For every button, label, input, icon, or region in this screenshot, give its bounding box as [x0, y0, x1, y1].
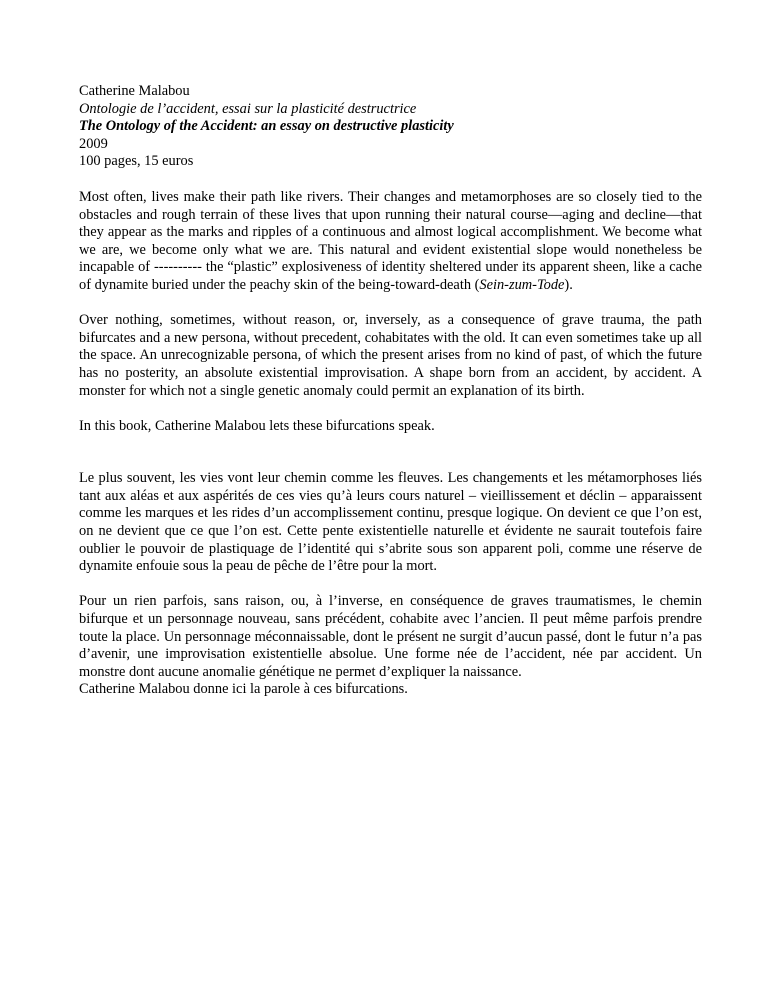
english-paragraph-1-text: Most often, lives make their path like rivers. Their changes and metamorphoses are so closely tied to the obstacles and rough terrain of these lives that upon running their natural course—aging and decline—that they appear as the marks and ripples of a continuous and almost logical accomplishment. We become what we are, we become only what we are. This natural and evident existential slope would nonetheless be incapable of ---------- the “plastic” explosiveness of identity sheltered under its apparent sheen, like a cache of dynamite buried under the peachy skin of the being-toward-death (: [79, 188, 702, 293]
english-paragraph-1: [79, 189, 702, 295]
english-paragraph-2: Over nothing, sometimes, without reason, or, inversely, as a consequence of grave trauma, the path bifurcates and a new persona, without precedent, cohabitates with the old. It can even sometimes take up all the space. An unrecognizable persona, of which the present arises from no kind of past, of which the future has no posterity, an absolute existential improvisation. A shape born from an accident, by accident. A monster for which not a single genetic anomaly could permit an explanation of its birth.: [79, 312, 702, 399]
english-paragraph-3: In this book, Catherine Malabou lets these bifurcations speak.: [79, 417, 435, 434]
french-paragraph-1: Le plus souvent, les vies vont leur chemin comme les fleuves. Les changements et les métamorphoses liés tant aux aléas et aux aspérités de ces vies qu’à leurs cours naturel – vieillissement et déclin – apparaissent comme les marques et les rides d’un accomplissement continu, presque logique. On devient ce que l’on est, on ne devient que ce que l’on est. Cette pente existentielle naturelle et évidente ne saurait toutefois faire oublier le pouvoir de plastiquage de l’identité qui s’abrite sous son apparent poli, comme une réserve de dynamite enfouie sous la peau de pêche de l’être pour la mort.: [79, 470, 702, 575]
french-title: Ontologie de l’accident, essai sur la plasticité destructrice: [79, 100, 417, 117]
book-details: 100 pages, 15 euros: [79, 153, 194, 170]
french-paragraph-2: Pour un rien parfois, sans raison, ou, à l’inverse, en conséquence de graves traumatismes, le chemin bifurque et un personnage nouveau, sans précédent, cohabite avec l’ancien. Il peut même parfois prendre toute la place. Un personnage méconnaissable, dont le présent ne surgit d’aucun passé, dont le futur n’a pas d’avenir, une improvisation existentielle absolue. Une forme née de l’accident, née par accident. Un monstre dont aucune anomalie génétique ne permet d’expliquer la naissance.: [79, 593, 702, 680]
document-page: [79, 83, 702, 699]
french-paragraph-3: Catherine Malabou donne ici la parole à ces bifurcations.: [79, 681, 408, 698]
english-paragraph-1-end: ).: [564, 276, 573, 293]
book-header: [79, 83, 702, 171]
english-title: The Ontology of the Accident: an essay on destructive plasticity: [79, 118, 454, 135]
publication-year: 2009: [79, 135, 108, 152]
author-name: Catherine Malabou: [79, 83, 190, 99]
sein-zum-tode-term: Sein-zum-Tode: [479, 276, 565, 293]
